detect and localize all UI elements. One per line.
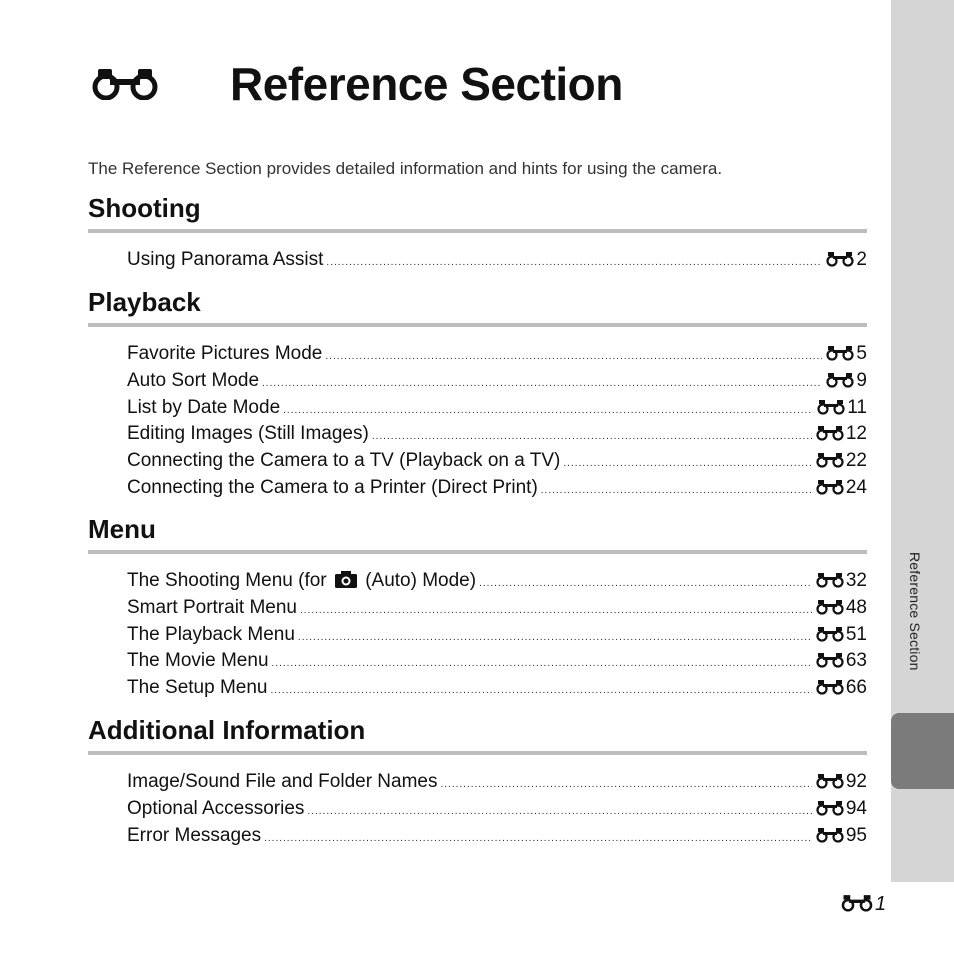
reference-page-icon xyxy=(815,827,845,843)
toc-entry-page: 2 xyxy=(856,249,867,270)
reference-page-icon xyxy=(840,894,874,912)
reference-page-icon xyxy=(815,773,845,789)
toc-entry-page: 48 xyxy=(845,596,867,618)
toc-entry-page: 51 xyxy=(845,623,867,645)
toc-entry-page: 95 xyxy=(845,824,867,846)
section-rule xyxy=(88,550,867,554)
reference-page-icon xyxy=(815,572,845,588)
toc-entry-page: 92 xyxy=(845,771,867,792)
side-tab-marker xyxy=(891,713,954,789)
reference-page-icon xyxy=(816,399,846,415)
toc-entry[interactable] xyxy=(88,448,867,475)
side-tab-label: Reference Section xyxy=(907,552,923,671)
section-rule xyxy=(88,751,867,755)
auto-mode-camera-icon xyxy=(334,569,358,589)
toc-entry-label: The Playback Menu xyxy=(127,623,295,645)
toc-entry[interactable] xyxy=(88,622,867,649)
section-heading: Playback xyxy=(88,287,201,317)
toc-entry-page: 63 xyxy=(845,650,867,672)
dot-leader xyxy=(325,344,822,371)
dot-leader xyxy=(307,799,811,826)
reference-page-icon xyxy=(815,679,845,695)
toc-entry-label: The Movie Menu xyxy=(127,650,269,672)
toc-entry[interactable] xyxy=(88,675,867,702)
section-playback xyxy=(88,287,867,502)
section-rule xyxy=(88,323,867,327)
toc-entry-label: Editing Images (Still Images) xyxy=(127,423,369,445)
toc-entry-page: 24 xyxy=(845,476,867,498)
section-menu xyxy=(88,514,867,702)
dot-leader xyxy=(441,772,812,799)
toc-entry[interactable] xyxy=(88,595,867,622)
section-shooting xyxy=(88,193,867,274)
reference-page-icon xyxy=(825,251,855,267)
toc-entry[interactable] xyxy=(88,648,867,675)
section-heading: Additional Information xyxy=(88,715,366,745)
toc-entry-label: Auto Sort Mode xyxy=(127,369,260,391)
toc-entry-label: Favorite Pictures Mode xyxy=(127,343,323,364)
dot-leader xyxy=(270,678,811,705)
page-title: Reference Section xyxy=(230,58,623,110)
dot-leader xyxy=(272,651,812,678)
toc-list xyxy=(88,769,867,849)
dot-leader xyxy=(326,250,822,277)
toc-entry-label: Optional Accessories xyxy=(127,797,305,819)
toc-entry[interactable] xyxy=(88,421,867,448)
toc-list xyxy=(88,568,867,702)
toc-entry[interactable] xyxy=(88,395,867,422)
toc-entry-page: 32 xyxy=(845,570,867,591)
reference-page-icon xyxy=(815,599,845,615)
reference-page-icon xyxy=(825,345,855,361)
toc-entry-label: Connecting the Camera to a Printer (Direct Print) xyxy=(127,476,538,498)
toc-entry[interactable] xyxy=(88,769,867,796)
dot-leader xyxy=(372,424,812,451)
toc-entry-label: The Shooting Menu (for (Auto) Mode) xyxy=(127,570,477,591)
dot-leader xyxy=(264,826,812,853)
toc-entry[interactable] xyxy=(88,475,867,502)
toc-entry-page: 12 xyxy=(845,423,867,445)
page-number xyxy=(840,892,886,916)
section-heading: Shooting xyxy=(88,193,201,223)
toc-entry-label: Smart Portrait Menu xyxy=(127,596,297,618)
dot-leader xyxy=(563,451,812,478)
toc-entry[interactable] xyxy=(88,796,867,823)
dot-leader xyxy=(541,478,812,505)
toc-list xyxy=(88,247,867,274)
toc-entry[interactable] xyxy=(88,341,867,368)
toc-entry-page: 66 xyxy=(845,677,867,699)
toc-entry-page: 94 xyxy=(845,797,867,819)
toc-entry-label: The Setup Menu xyxy=(127,677,268,699)
toc-entry-label: Connecting the Camera to a TV (Playback on a TV) xyxy=(127,450,561,472)
section-rule xyxy=(88,229,867,233)
dot-leader xyxy=(262,371,822,398)
toc-list xyxy=(88,341,867,502)
toc-entry-label: Error Messages xyxy=(127,824,262,846)
reference-page-icon xyxy=(815,652,845,668)
section-heading: Menu xyxy=(88,514,156,544)
page-number-value: 1 xyxy=(875,893,887,915)
dot-leader xyxy=(298,625,812,652)
binoculars-reference-icon xyxy=(90,66,160,100)
toc-entry[interactable] xyxy=(88,823,867,850)
intro-text: The Reference Section provides detailed information and hints for using the camera. xyxy=(88,159,723,178)
reference-page-icon xyxy=(825,372,855,388)
toc-entry-page: 22 xyxy=(845,450,867,472)
toc-entry-page: 5 xyxy=(856,343,867,364)
reference-page-icon xyxy=(815,626,845,642)
toc-entry-label: Image/Sound File and Folder Names xyxy=(127,771,438,792)
section-additional-information xyxy=(88,715,867,849)
toc-entry-page: 9 xyxy=(856,369,867,391)
dot-leader xyxy=(300,598,812,625)
toc-entry-label: List by Date Mode xyxy=(127,396,281,418)
toc-entry[interactable] xyxy=(88,368,867,395)
toc-entry-page: 11 xyxy=(847,396,867,418)
reference-page-icon xyxy=(815,452,845,468)
dot-leader xyxy=(479,571,812,598)
toc-entry[interactable] xyxy=(88,568,867,595)
toc-entry-label: Using Panorama Assist xyxy=(127,249,324,270)
reference-page-icon xyxy=(815,479,845,495)
reference-page-icon xyxy=(815,800,845,816)
dot-leader xyxy=(283,398,813,425)
toc-entry[interactable] xyxy=(88,247,867,274)
reference-page-icon xyxy=(815,425,845,441)
